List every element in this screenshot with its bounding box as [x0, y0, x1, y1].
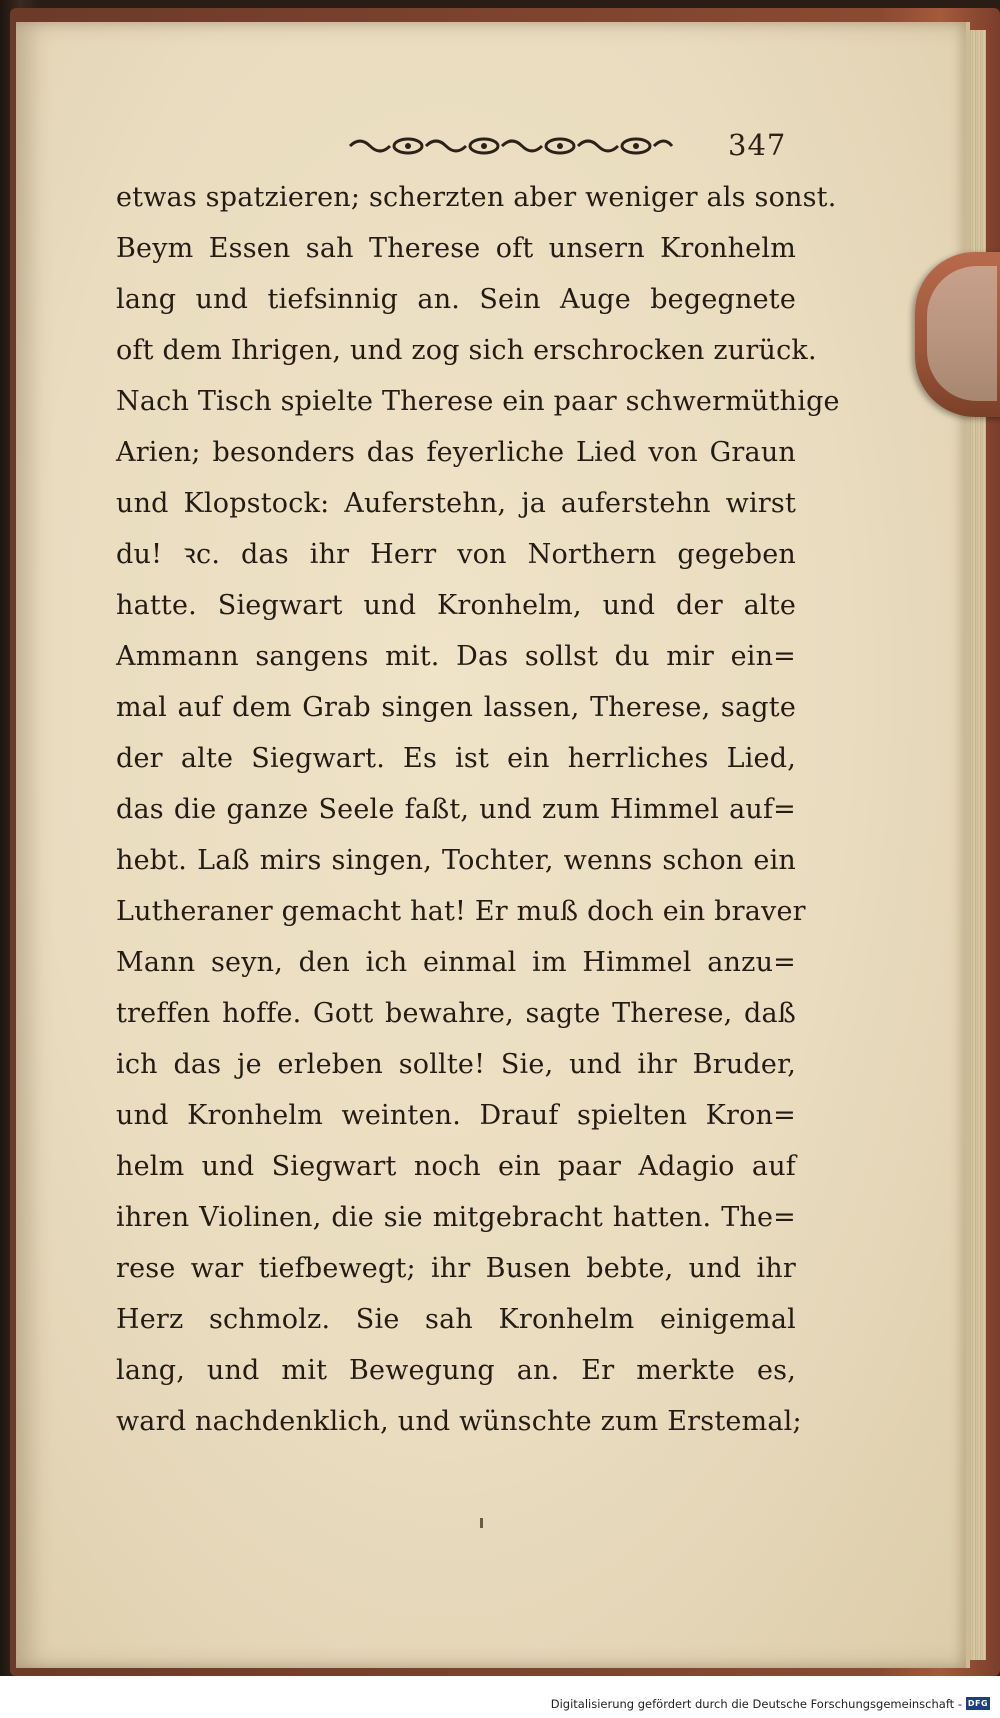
- dfg-logo-icon: DFG: [967, 1699, 989, 1708]
- text-line: Arien; besonders das feyerliche Lied von Graun: [116, 437, 796, 468]
- signature-mark: [480, 1518, 483, 1528]
- text-line: ward nachdenklich, und wünschte zum Erstemal;: [116, 1406, 802, 1437]
- text-line: und Klopstock: Auferstehn, ja auferstehn wirst: [116, 488, 796, 519]
- body-text: [116, 172, 840, 1447]
- text-line: hebt. Laß mirs singen, Tochter, wenns schon ein: [116, 845, 796, 876]
- header-ornament-icon: [346, 132, 676, 160]
- text-line: Beym Essen sah Therese oft unsern Kronhelm: [116, 233, 796, 264]
- digitization-credit: Digitalisierung gefördert durch die Deutsche Forschungsgemeinschaft -: [550, 1697, 962, 1711]
- text-line: ich das je erleben sollte! Sie, und ihr Bruder,: [116, 1049, 796, 1080]
- text-line: und Kronhelm weinten. Drauf spielten Kron=: [116, 1100, 796, 1131]
- bookmark-clasp: [927, 266, 997, 401]
- text-line: mal auf dem Grab singen lassen, Therese, sagte: [116, 692, 796, 723]
- text-line: lang, und mit Bewegung an. Er merkte es,: [116, 1355, 796, 1386]
- text-line: treffen hoffe. Gott bewahre, sagte Therese, daß: [116, 998, 796, 1029]
- text-line: hatte. Siegwart und Kronhelm, und der alte: [116, 590, 796, 621]
- text-line: Nach Tisch spielte Therese ein paar schwermüthige: [116, 386, 840, 417]
- text-line: das die ganze Seele faßt, und zum Himmel auf=: [116, 794, 796, 825]
- text-line: Lutheraner gemacht hat! Er muß doch ein braver: [116, 896, 806, 927]
- text-line: helm und Siegwart noch ein paar Adagio auf: [116, 1151, 796, 1182]
- text-line: du! ꝛc. das ihr Herr von Northern gegeben: [116, 539, 796, 570]
- text-line: rese war tiefbewegt; ihr Busen bebte, und ihr: [116, 1253, 796, 1284]
- page-number: 347: [728, 128, 787, 162]
- text-line: oft dem Ihrigen, und zog sich erschrocken zurück.: [116, 335, 817, 366]
- text-line: Ammann sangens mit. Das sollst du mir ein=: [116, 641, 796, 672]
- text-line: etwas spatzieren; scherzten aber weniger als sonst.: [116, 182, 837, 213]
- text-line: der alte Siegwart. Es ist ein herrliches Lied,: [116, 743, 796, 774]
- bookmark-ribbon: [915, 252, 1000, 417]
- text-line: Mann seyn, den ich einmal im Himmel anzu=: [116, 947, 796, 978]
- text-line: ihren Violinen, die sie mitgebracht hatten. The=: [116, 1202, 796, 1233]
- page-header: [116, 128, 796, 168]
- text-line: lang und tiefsinnig an. Sein Auge begegnete: [116, 284, 796, 315]
- text-line: Herz schmolz. Sie sah Kronhelm einigemal: [116, 1304, 796, 1335]
